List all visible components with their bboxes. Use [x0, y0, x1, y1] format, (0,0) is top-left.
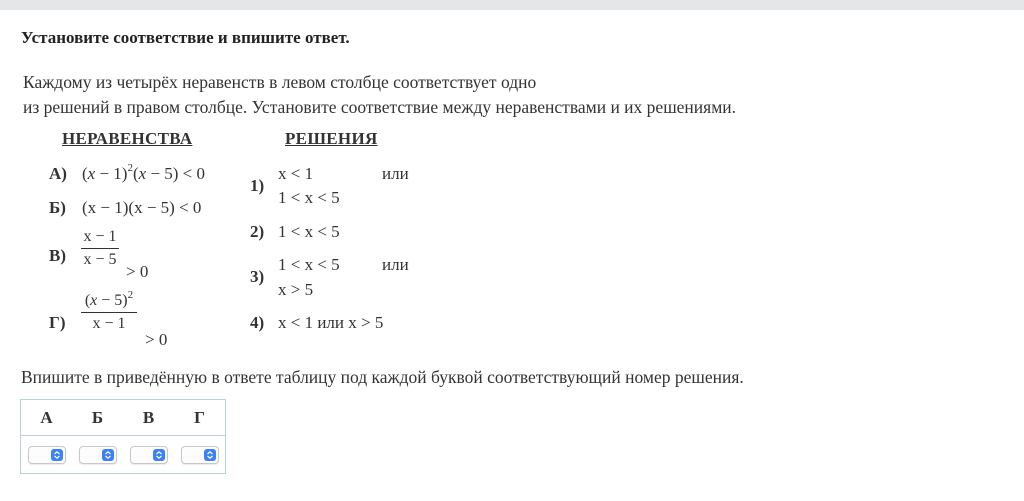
up-down-chevron-icon [102, 449, 114, 461]
answer-header-b: Б [72, 400, 123, 436]
solution-3-connector: или [382, 255, 409, 274]
solution-label-1: 1) [250, 176, 265, 195]
inequality-b: (x − 1)(x − 5) < 0 [82, 198, 202, 217]
answer-header-c: В [123, 400, 174, 436]
inequality-label-b: Б) [49, 198, 66, 217]
fraction-numerator: x − 1 [83, 228, 117, 245]
inequality-d-relation: > 0 [145, 330, 168, 349]
inequality-d-fraction [81, 288, 137, 333]
solution-3-part1: 1 < x < 5 [278, 255, 340, 274]
solution-label-3: 3) [250, 267, 265, 286]
fraction-denominator: x − 5 [83, 251, 117, 268]
inequality-a: $(x - 1)^2(x - 5) < 0$ [82, 162, 206, 183]
up-down-chevron-icon [153, 449, 165, 461]
solution-3-part2: x > 5 [278, 280, 314, 299]
inequality-label-c: В) [49, 246, 66, 265]
answer-table [20, 399, 226, 474]
answer-cell-a [21, 436, 73, 474]
answer-select-b[interactable] [79, 446, 117, 464]
solution-1-part1: x < 1 [278, 164, 314, 183]
up-down-chevron-icon [51, 449, 63, 461]
solution-1-part2: 1 < x < 5 [278, 188, 340, 207]
inequality-c-fraction [81, 228, 119, 269]
inequality-label-a: А) [49, 164, 67, 183]
answer-instruction: Впишите в приведённую в ответе таблицу под каждой буквой соответствующий номер решения. [21, 367, 744, 387]
task-title: Установите соответствие и впишите ответ. [21, 28, 350, 47]
answer-cell-d [174, 436, 226, 474]
answer-header-d: Г [174, 400, 226, 436]
fraction-numerator: $(x - 5)^2$ [84, 288, 134, 309]
solution-1-connector: или [382, 164, 409, 183]
answer-header-a: А [21, 400, 73, 436]
answer-select-c[interactable] [130, 446, 168, 464]
answer-cell-c [123, 436, 174, 474]
top-bar [0, 0, 1024, 10]
fraction-denominator: x − 1 [92, 315, 126, 332]
up-down-chevron-icon [204, 449, 216, 461]
answer-cell-b [72, 436, 123, 474]
solution-4: x < 1 или x > 5 [278, 313, 384, 332]
column-header-solutions: РЕШЕНИЯ [285, 129, 378, 148]
inequality-label-d: Г) [49, 313, 66, 332]
solution-label-4: 4) [250, 313, 265, 332]
solution-label-2: 2) [250, 222, 265, 241]
solution-2: 1 < x < 5 [278, 222, 340, 241]
answer-select-a[interactable] [28, 446, 66, 464]
intro-line-2: из решений в правом столбце. Установите соответствие между неравенствами и их решениями. [23, 97, 737, 117]
inequality-c-relation: > 0 [126, 262, 149, 281]
intro-line-1: Каждому из четырёх неравенств в левом столбце соответствует одно [23, 72, 537, 92]
task-intro [23, 70, 736, 120]
column-header-inequalities: НЕРАВЕНСТВА [62, 129, 193, 148]
answer-select-d[interactable] [181, 446, 219, 464]
